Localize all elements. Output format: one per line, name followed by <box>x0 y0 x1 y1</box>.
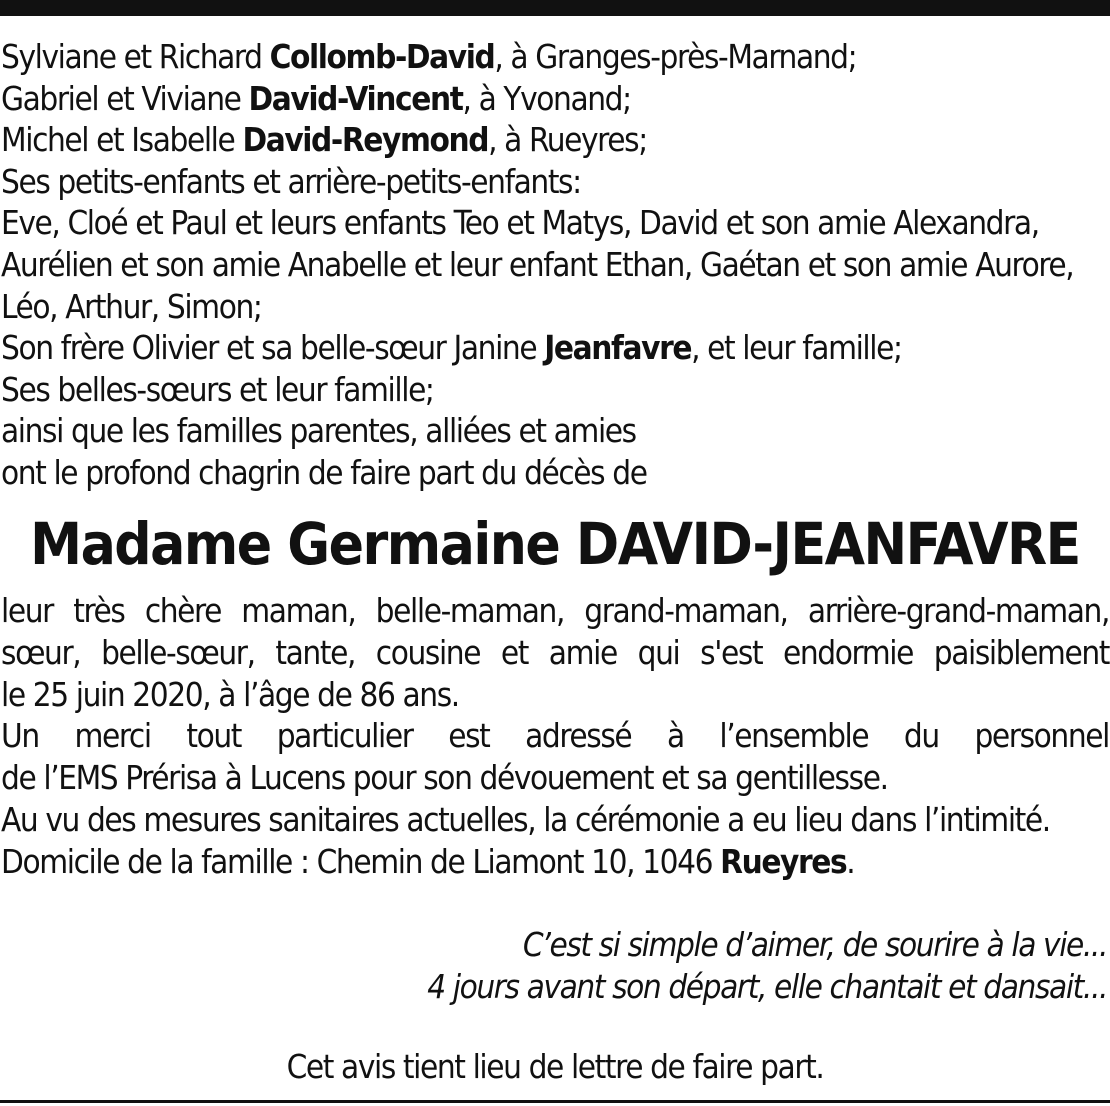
grandchildren-line: Léo, Arthur, Simon; <box>1 286 262 326</box>
family-line: Sylviane et Richard Collomb-David, à Granges-près-Marnand; <box>1 37 857 76</box>
tribute-line: le 25 juin 2020, à l’âge de 86 ans. <box>1 674 459 714</box>
family-announcement <box>1 36 1109 494</box>
grandchildren-heading: Ses petits-enfants et arrière-petits-enfants: <box>1 161 581 201</box>
family-name: Collomb-David <box>269 37 495 76</box>
family-line: Ses belles-sœurs et leur famille; <box>1 369 434 409</box>
family-line: Gabriel et Viviane David-Vincent, à Yvonand; <box>1 78 631 118</box>
family-line: Michel et Isabelle David-Reymond, à Rueyres; <box>1 120 647 160</box>
family-name: David-Vincent <box>248 78 463 118</box>
top-rule <box>0 0 1110 16</box>
family-line: Son frère Olivier et sa belle-sœur Janine Jeanfavre, et leur famille; <box>1 328 902 368</box>
grandchildren-line: Aurélien et son amie Anabelle et leur enfant Ethan, Gaétan et son amie Aurore, <box>1 244 1074 284</box>
deceased-name: Madame Germaine DAVID-JEANFAVRE <box>30 510 1080 578</box>
tribute-line: sœur, belle-sœur, tante, cousine et amie qui s'est endormie paisiblement <box>1 632 1109 672</box>
quote-line: 4 jours avant son départ, elle chantait et dansait... <box>427 967 1107 1006</box>
tribute-line: leur très chère maman, belle-maman, grand-maman, arrière-grand-maman, <box>1 591 1109 630</box>
ceremony-line: Au vu des mesures sanitaires actuelles, la cérémonie a eu lieu dans l’intimité. <box>1 799 1050 839</box>
grandchildren-line: Eve, Cloé et Paul et leurs enfants Teo et Matys, David et son amie Alexandra, <box>1 203 1039 243</box>
family-name: Jeanfavre <box>544 328 692 368</box>
bottom-rule <box>0 1100 1110 1103</box>
tribute-paragraph <box>1 590 1109 883</box>
announcement-line: ont le profond chagrin de faire part du décès de <box>1 452 647 492</box>
closing-note: Cet avis tient lieu de lettre de faire part. <box>286 1047 824 1086</box>
thanks-line: de l’EMS Prérisa à Lucens pour son dévouement et sa gentillesse. <box>1 758 888 798</box>
family-line: ainsi que les familles parentes, alliées et amies <box>1 411 636 451</box>
thanks-line: Un merci tout particulier est adressé à l’ensemble du personnel <box>1 716 1109 756</box>
epitaph-quote <box>207 924 1107 1008</box>
family-name: David-Reymond <box>242 120 489 160</box>
quote-line: C’est si simple d’aimer, de sourire à la vie... <box>522 925 1107 964</box>
address-line: Domicile de la famille : Chemin de Liamont 10, 1046 Rueyres. <box>1 841 855 881</box>
town-name: Rueyres <box>720 841 847 881</box>
